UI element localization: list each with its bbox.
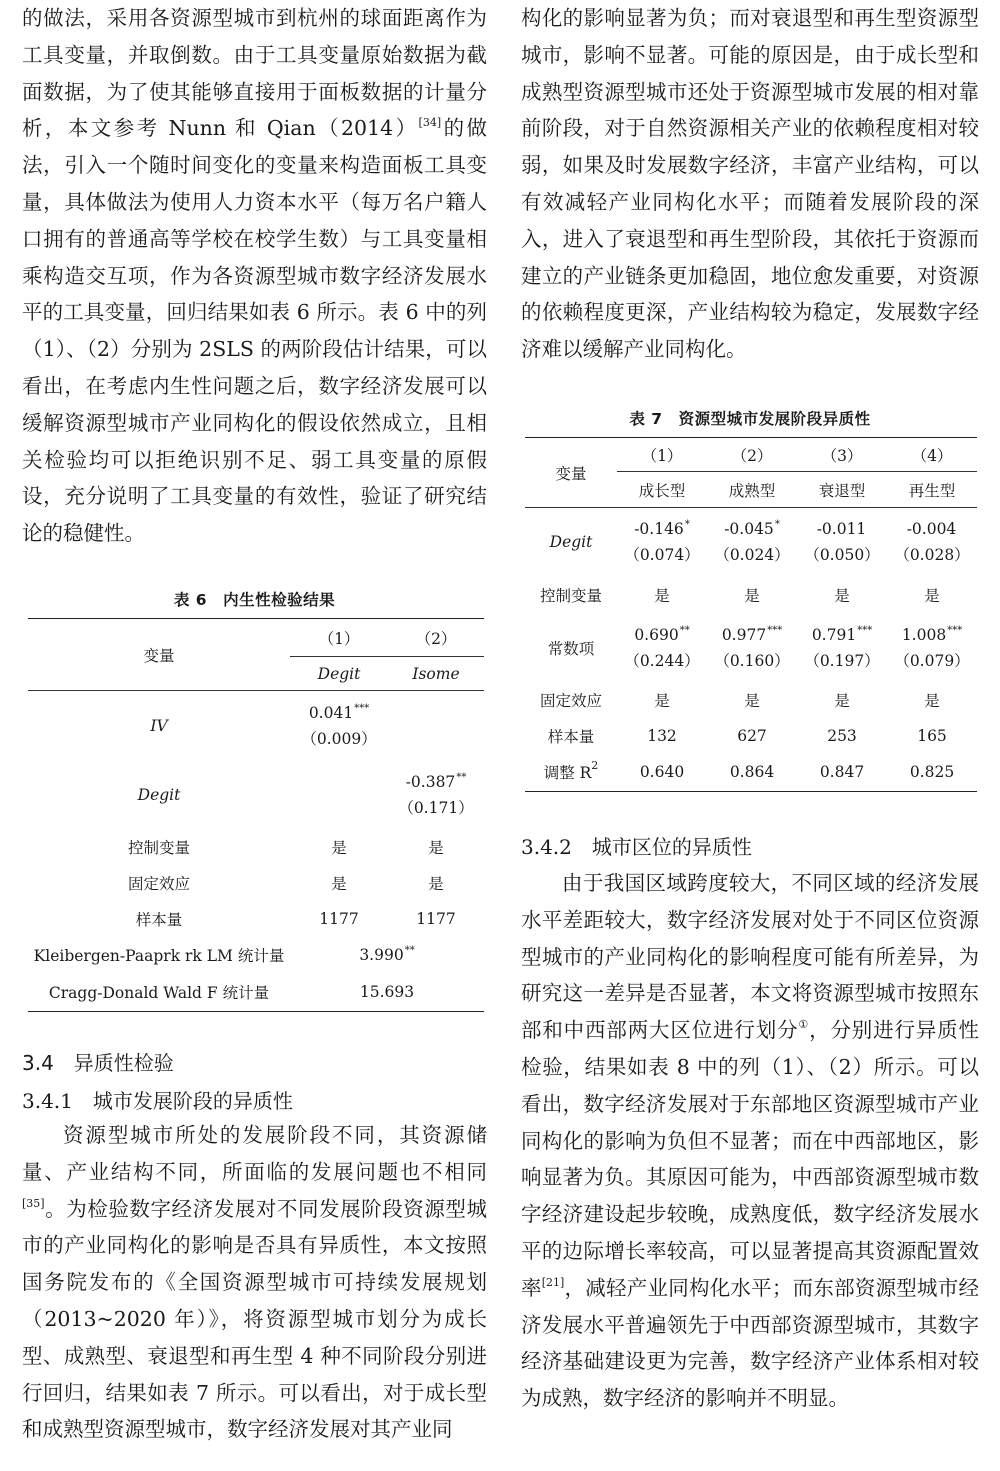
- t7-fe-label: 固定效应: [539, 691, 602, 710]
- table6-number: 表 6: [173, 591, 208, 609]
- t7-const-se-3: （0.197）: [804, 651, 880, 670]
- t6-cd-label: Cragg-Donald Wald F 统计量: [28, 974, 290, 1012]
- section-3-4-heading: 3.4 异质性检验: [22, 1051, 174, 1075]
- section-3-4-1-heading: 3.4.1 城市发展阶段的异质性: [22, 1089, 293, 1113]
- t7-const-sig-3: ***: [857, 624, 873, 636]
- t6-iv-sig: ***: [354, 702, 370, 714]
- t6-n-c2: 1177: [416, 909, 456, 928]
- t6-n-label: 样本量: [135, 910, 183, 929]
- para-3-4-2: [521, 865, 979, 1417]
- t6-fe-c2: 是: [428, 874, 444, 893]
- t7-n-4: 165: [917, 726, 947, 745]
- t6-fe-c1: 是: [331, 874, 347, 893]
- t6-ctrl-c2: 是: [428, 838, 444, 857]
- right-top-paragraph: 构化的影响显著为负；而对衰退型和再生型资源型城市，影响不显著。可能的原因是，由于成长型和成熟型资源型城市还处于资源型城市发展的相对靠前阶段，对于自然资源相关产业的依赖程度相对较弱，如果及时发展数字经济，丰富产业结构，可以有效减轻产业同构化水平；而随着发展阶段的深入，进入了衰退型和再生型阶段，其依托于资源而建立的产业链条更加稳固，地位愈发重要，对资源的依赖程度更深，产业结构较为稳定，发展数字经济难以缓解产业同构化。: [521, 6, 979, 362]
- t7-sub-1: 成长型: [617, 472, 707, 508]
- t7-col-1: （1）: [617, 438, 707, 472]
- t7-ctrl-3: 是: [834, 586, 850, 605]
- t6-iv-coef: 0.041: [308, 703, 354, 722]
- t7-ctrl-1: 是: [654, 586, 670, 605]
- para-342-text-b: ，分别进行异质性检验，结果如表 8 中的列（1）、（2）所示。可以看出，数字经济发展对于东部地区资源型城市产业同构化的影响为负但不显著；而在中西部地区，影响显著为负。其原因可能为，中西部资源型城市数字经济建设起步较晚，成熟度低，数字经济发展水平的边际增长率较高，可以显著提高其资源配置效率: [521, 1018, 979, 1300]
- t7-n-3: 253: [827, 726, 857, 745]
- t6-iv-se: （0.009）: [301, 729, 377, 748]
- citation-35: [35]: [22, 1196, 45, 1210]
- t7-const-sig-4: ***: [947, 624, 963, 636]
- table6: [28, 618, 484, 1012]
- t7-const-coef-2: 0.977: [721, 625, 767, 644]
- t7-ctrl-2: 是: [744, 586, 760, 605]
- t7-const-coef-1: 0.690: [634, 625, 679, 644]
- t7-col-4: （4）: [887, 438, 977, 472]
- t7-ctrl-label: 控制变量: [539, 586, 602, 605]
- t7-degit-coef-2: -0.045: [724, 519, 774, 538]
- t7-degit-coef-4: -0.004: [906, 519, 957, 538]
- citation-34: [34]: [418, 116, 442, 130]
- table6-title: 内生性检验结果: [223, 591, 336, 609]
- t7-degit-label: Degit: [525, 508, 617, 576]
- t7-r2-label: 调整 R: [543, 764, 592, 783]
- t7-degit-se-3: （0.050）: [804, 545, 880, 564]
- t7-const-sig-2: ***: [767, 624, 783, 636]
- t6-header-var: 变量: [28, 619, 290, 691]
- t6-col2-sub: Isome: [388, 657, 484, 691]
- t7-const-cell-4: [887, 614, 977, 682]
- t7-const-coef-4: 1.008: [901, 625, 947, 644]
- t7-degit-sig-2: *: [774, 518, 780, 530]
- t7-r2-4: 0.825: [887, 754, 977, 792]
- t7-const-cell-3: [797, 614, 887, 682]
- t7-r2-3: 0.847: [797, 754, 887, 792]
- intro-text: 的做法，采用各资源型城市到杭州的球面距离作为工具变量，并取倒数。由于工具变量原始数据为截面数据，为了使其能够直接用于面板数据的计量分析，本文参考 Nunn 和 Qian（2014）: [22, 6, 487, 141]
- t7-n-label: 样本量: [547, 727, 595, 746]
- t6-degit-se: （0.171）: [398, 798, 474, 817]
- t6-cd-value: 15.693: [290, 974, 484, 1012]
- t6-col2: （2）: [388, 619, 484, 657]
- t7-degit-coef-3: -0.011: [816, 519, 867, 538]
- t7-sub-4: 再生型: [887, 472, 977, 508]
- t7-col-3: （3）: [797, 438, 887, 472]
- t7-const-se-2: （0.160）: [714, 651, 790, 670]
- t7-degit-cell-3: [797, 508, 887, 576]
- citation-21: [21]: [541, 1275, 565, 1289]
- table7-title: 资源型城市发展阶段异质性: [678, 410, 871, 428]
- table7-number: 表 7: [629, 410, 663, 428]
- t7-header-var: 变量: [525, 438, 617, 508]
- t7-degit-cell-2: [707, 508, 797, 576]
- t6-col1: （1）: [290, 619, 388, 657]
- t7-degit-coef-1: -0.146: [634, 519, 684, 538]
- t7-degit-cell-1: [617, 508, 707, 576]
- section-3-4-2-heading: 3.4.2 城市区位的异质性: [521, 835, 752, 859]
- t6-kp-sig: **: [404, 945, 415, 956]
- t6-fe-label: 固定效应: [127, 874, 190, 893]
- t7-const-coef-3: 0.791: [811, 625, 857, 644]
- t7-r2-sup: 2: [591, 759, 599, 773]
- t6-row-iv-label: IV: [28, 691, 290, 761]
- t6-col1-sub: Degit: [290, 657, 388, 691]
- t6-iv-empty: [388, 691, 484, 761]
- t6-iv-cell: [290, 691, 388, 761]
- t7-r2-1: 0.640: [617, 754, 707, 792]
- para-342-text-a: 由于我国区域跨度较大，不同区域的经济发展水平差距较大，数字经济发展对处于不同区位资源型城市的产业同构化的影响程度可能有所差异，为研究这一差异是否显著，本文将资源型城市按照东部和中西部两大区位进行划分: [521, 871, 979, 1043]
- t6-n-c1: 1177: [319, 909, 359, 928]
- t7-const-se-1: （0.244）: [624, 651, 700, 670]
- t7-degit-cell-4: [887, 508, 977, 576]
- t7-const-sig-1: **: [679, 624, 690, 636]
- t7-r2-2: 0.864: [707, 754, 797, 792]
- t7-degit-sig-1: *: [684, 518, 690, 530]
- t7-sub-3: 衰退型: [797, 472, 887, 508]
- para-342-text-c: ，减轻产业同构化水平；而东部资源型城市经济发展水平普遍领先于中西部资源型城市，其数字经济基础建设更为完善，数字经济产业体系相对较为成熟，数字经济的影响并不明显。: [521, 1275, 979, 1411]
- para-3-4-1: [22, 1117, 487, 1448]
- t7-const-cell-1: [617, 614, 707, 682]
- t7-degit-se-4: （0.028）: [894, 545, 970, 564]
- t7-degit-se-2: （0.024）: [714, 545, 790, 564]
- t7-sub-2: 成熟型: [707, 472, 797, 508]
- t6-degit-sig: **: [456, 771, 467, 783]
- t6-ctrl-c1: 是: [331, 838, 347, 857]
- t7-n-1: 132: [647, 726, 677, 745]
- t7-degit-se-1: （0.074）: [624, 545, 700, 564]
- para-341-text-a: 资源型城市所处的发展阶段不同，其资源储量、产业结构不同，所面临的发展问题也不相同: [22, 1123, 487, 1184]
- t7-r2-label-cell: [525, 754, 617, 792]
- t7-fe-3: 是: [834, 691, 850, 710]
- t7-col-2: （2）: [707, 438, 797, 472]
- t7-const-cell-2: [707, 614, 797, 682]
- t6-ctrl-label: 控制变量: [127, 838, 190, 857]
- t6-row-degit-label: Degit: [137, 785, 181, 804]
- intro-paragraph: [22, 0, 487, 552]
- t7-const-se-4: （0.079）: [894, 651, 970, 670]
- para-341-text-b: 。为检验数字经济发展对不同发展阶段资源型城市的产业同构化的影响是否具有异质性，本文按照国务院发布的《全国资源型城市可持续发展规划（2013~2020 年）》，将资源型城市划分为成长型、成熟型、衰退型和再生型 4 种不同阶段分别进行回归，结果如表 7 所示。可以看出，对于成长型和成熟型资源型城市，数字经济发展对其产业同: [22, 1196, 487, 1442]
- t6-degit-cell: [388, 761, 484, 829]
- t7-n-2: 627: [737, 726, 767, 745]
- table6-caption: [22, 588, 487, 610]
- intro-text-2: 的做法，引入一个随时间变化的变量来构造面板工具变量，具体做法为使用人力资本水平（每万名户籍人口拥有的普通高等学校在校学生数）与工具变量相乘构造交互项，作为各资源型城市数字经济发展水平的工具变量，回归结果如表 6 所示。表 6 中的列（1）、（2）分别为 2SLS 的两阶段估计结果，可以看出，在考虑内生性问题之后，数字经济发展可以缓解资源型城市产业同构化的假设依然成立，且相关检验均可以拒绝识别不足、弱工具变量的原假设，充分说明了工具变量的有效性，验证了研究结论的稳健性。: [22, 116, 487, 546]
- t6-degit-empty: [290, 761, 388, 829]
- t7-fe-2: 是: [744, 691, 760, 710]
- t7-fe-1: 是: [654, 691, 670, 710]
- t7-ctrl-4: 是: [924, 586, 940, 605]
- footnote-marker-1: ①: [798, 1018, 810, 1032]
- table7: [525, 437, 977, 792]
- t6-degit-coef: -0.387: [405, 772, 456, 791]
- t7-const-label: 常数项: [547, 639, 595, 658]
- t6-kp-value: 3.990: [359, 946, 404, 964]
- t7-fe-4: 是: [924, 691, 940, 710]
- t6-kp-cell: [290, 937, 484, 974]
- table7-caption: [521, 407, 979, 429]
- t6-kp-label: Kleibergen-Paaprk rk LM 统计量: [33, 947, 285, 965]
